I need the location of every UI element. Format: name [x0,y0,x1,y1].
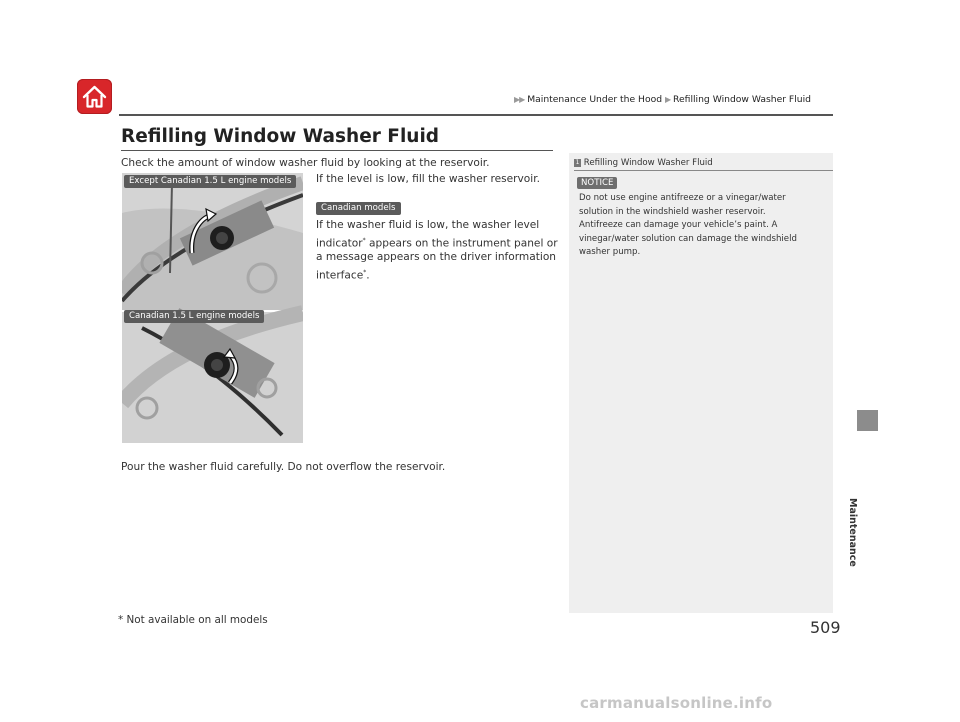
breadcrumb-current-page: Refilling Window Washer Fluid [673,94,811,105]
breadcrumb [514,94,811,105]
header-divider [119,114,833,116]
footnote-asterisk-link[interactable]: * [362,237,366,244]
sidebar-title: 1 Refilling Window Washer Fluid [575,158,713,168]
canadian-text-line-2: indicator* appears on the instrument panel or [316,237,558,250]
home-button[interactable] [77,79,112,114]
page-number: 509 [810,618,841,637]
watermark: carmanualsonline.info [580,694,773,712]
level-low-text: If the level is low, fill the washer reservoir. [316,173,540,185]
breadcrumb-section-link[interactable]: Maintenance Under the Hood [527,94,663,105]
title-divider [121,150,553,151]
chapter-tab-label[interactable]: Maintenance [847,498,858,567]
intro-text: Check the amount of window washer fluid by looking at the reservoir. [121,157,490,169]
canadian-text-line-1: If the washer fluid is low, the washer level [316,219,540,231]
outro-text: Pour the washer fluid carefully. Do not overflow the reservoir. [121,461,446,473]
breadcrumb-arrows: ▶▶ [514,95,525,104]
page-title: Refilling Window Washer Fluid [121,126,440,147]
home-icon [80,82,109,111]
canadian-text-line-3: a message appears on the driver information [316,251,557,263]
breadcrumb-separator: ▶ [664,95,671,104]
reference-icon: 1 [575,158,580,166]
notice-badge: NOTICE [577,177,617,189]
canadian-models-tag: Canadian models [316,202,401,215]
washer-reservoir-figure [122,173,303,443]
sidebar-divider [574,170,833,171]
engine-bay-illustration [122,173,303,443]
figure-label-except-canadian: Except Canadian 1.5 L engine models [124,175,296,188]
footnote: * Not available on all models [118,614,268,626]
figure-label-canadian: Canadian 1.5 L engine models [124,310,264,323]
canadian-text-line-4: interface*. [316,269,370,282]
chapter-tab-marker[interactable] [857,410,878,431]
sidebar-notice-text: Do not use engine antifreeze or a vinegar/water solution in the windshield washer reservoir. Antifreeze can damage your vehicle’s paint. A vinegar/water solution can damage the windshield washer pump. [579,193,797,258]
footnote-asterisk-link[interactable]: * [363,269,367,276]
